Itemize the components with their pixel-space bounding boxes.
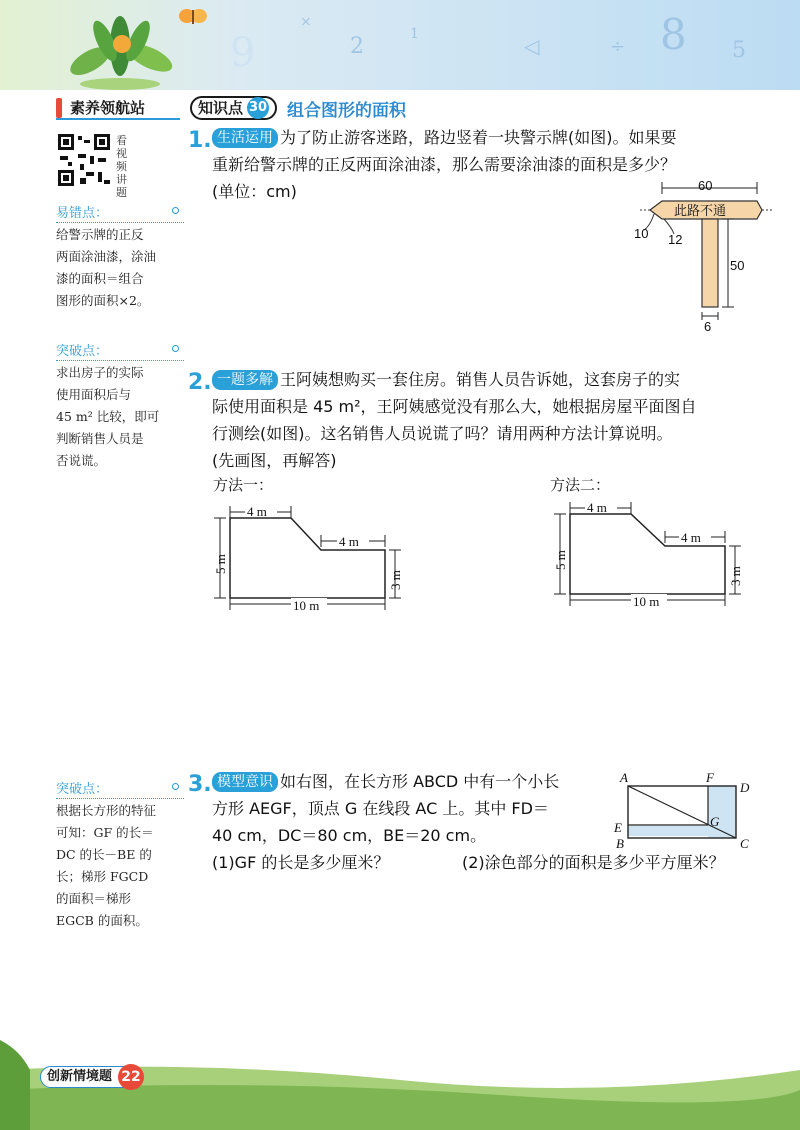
q2-text: 一题多解 王阿姨想购买一套住房。销售人员告诉她，这套房子的实 际使用面积是 45 m²，王阿姨感觉没有那么大，她根据房屋平面图自 行测绘(如图)。这名销售人员说谎了吗？请用两种方法计算说明。 (先画图，再解答) xyxy=(212,370,697,470)
qr-code xyxy=(56,132,112,188)
decorative-digit: 2 xyxy=(350,34,364,59)
q1-text: 生活运用 为了防止游客迷路，路边竖着一块警示牌(如图)。如果要 重新给警示牌的正反两面涂油漆，那么需要涂油漆的面积是多少？ (单位：cm) xyxy=(212,128,677,201)
label-f: F xyxy=(706,770,714,785)
q3-text: 模型意识 如右图，在长方形 ABCD 中有一个小长 方形 AEGF，顶点 G 在线段 AC 上。其中 FD＝ 40 cm，DC＝80 cm，BE＝20 cm。 xyxy=(212,772,560,845)
dim-pole-width-label: 6 xyxy=(704,319,712,334)
warning-sign-figure xyxy=(632,176,772,336)
dim-bottom: 10 m xyxy=(293,598,320,613)
note3-heading: 突破点： xyxy=(56,782,109,797)
footer-label: 创新情境题 xyxy=(40,1066,140,1088)
sign-pole xyxy=(702,219,718,307)
decorative-digit: 1 xyxy=(410,26,419,42)
knowledge-point-number: 30 xyxy=(247,97,269,119)
divider xyxy=(56,798,184,799)
note2-text: 求出房子的实际 使用面积后与 45 m² 比较，即可 判断销售人员是 否说谎。 xyxy=(56,365,160,468)
page-header xyxy=(0,0,800,90)
label-g: G xyxy=(710,814,720,829)
sign-text: 此路不通 xyxy=(674,204,727,219)
method1-label: 方法一： xyxy=(213,476,274,494)
dim-right: 3 m xyxy=(728,566,743,586)
note-dot-icon xyxy=(172,345,179,352)
shaded-trapezoid-egcb xyxy=(628,826,712,836)
note-dot-icon xyxy=(172,207,179,214)
note1-heading: 易错点： xyxy=(56,206,109,221)
label-c: C xyxy=(740,836,749,850)
decorative-triangle: ◁ xyxy=(524,34,540,58)
label-b: B xyxy=(616,836,624,850)
note2-heading: 突破点： xyxy=(56,344,109,359)
dim-top-label: 60 xyxy=(698,178,713,193)
floor-plan-method2 xyxy=(545,494,755,612)
sidebar-title: 素养领航站 xyxy=(56,96,180,120)
label-a: A xyxy=(620,770,628,785)
q3-sub1: (1)GF 的长是多少厘米？ xyxy=(212,853,390,872)
page-number: 22 xyxy=(118,1064,144,1090)
floor-outline xyxy=(230,518,385,598)
q1-number: 1. xyxy=(188,128,212,153)
rectangle-abcd-figure xyxy=(612,770,762,850)
decorative-digit: 5 xyxy=(732,38,746,63)
decorative-divide: ÷ xyxy=(610,36,626,57)
q1-tag: 生活运用 xyxy=(212,128,278,148)
plant-decoration xyxy=(60,6,180,90)
decorative-digit: 9 xyxy=(230,30,256,76)
floor-outline xyxy=(570,514,725,594)
decorative-multiply: × xyxy=(300,14,312,30)
dim-top: 4 m xyxy=(247,504,267,519)
butterfly-icon xyxy=(178,6,208,30)
divider xyxy=(56,360,184,361)
dim-pole-label: 50 xyxy=(730,258,745,273)
dim-left-a-label: 10 xyxy=(634,226,649,241)
method2-label: 方法二： xyxy=(550,476,611,494)
q2-tag: 一题多解 xyxy=(212,370,278,390)
dim-left: 5 m xyxy=(213,554,228,574)
dim-left-b-label: 12 xyxy=(668,232,683,247)
note-dot-icon xyxy=(172,783,179,790)
knowledge-point-header xyxy=(190,95,406,121)
dim-mid: 4 m xyxy=(339,534,359,549)
knowledge-point-title: 组合图形的面积 xyxy=(287,100,407,121)
q2-number: 2. xyxy=(188,370,212,395)
q3-sub2: (2)涂色部分的面积是多少平方厘米？ xyxy=(462,853,725,872)
knowledge-point-label: 知识点 xyxy=(198,99,244,117)
qr-note: 看视频讲题 xyxy=(116,134,127,199)
decorative-digit: 8 xyxy=(660,10,687,59)
dim-left: 5 m xyxy=(553,550,568,570)
dim-bottom: 10 m xyxy=(633,594,660,609)
q3-number: 3. xyxy=(188,772,212,797)
note1-text: 给警示牌的正反 两面涂油漆，涂油 漆的面积＝组合 图形的面积×2。 xyxy=(56,227,157,308)
divider xyxy=(56,222,184,223)
label-d: D xyxy=(740,780,750,795)
dim-mid: 4 m xyxy=(681,530,701,545)
note3-text: 根据长方形的特征 可知：GF 的长＝ DC 的长－BE 的 长；梯形 FGCD 的面积＝梯形 EGCB 的面积。 xyxy=(56,803,157,928)
dim-right: 3 m xyxy=(388,570,403,590)
floor-plan-method1 xyxy=(205,498,415,616)
q3-tag: 模型意识 xyxy=(212,772,278,792)
label-e: E xyxy=(614,820,622,835)
dim-top: 4 m xyxy=(587,500,607,515)
shaded-trapezoid-fgcd xyxy=(708,786,736,838)
knowledge-point-badge xyxy=(190,96,277,120)
